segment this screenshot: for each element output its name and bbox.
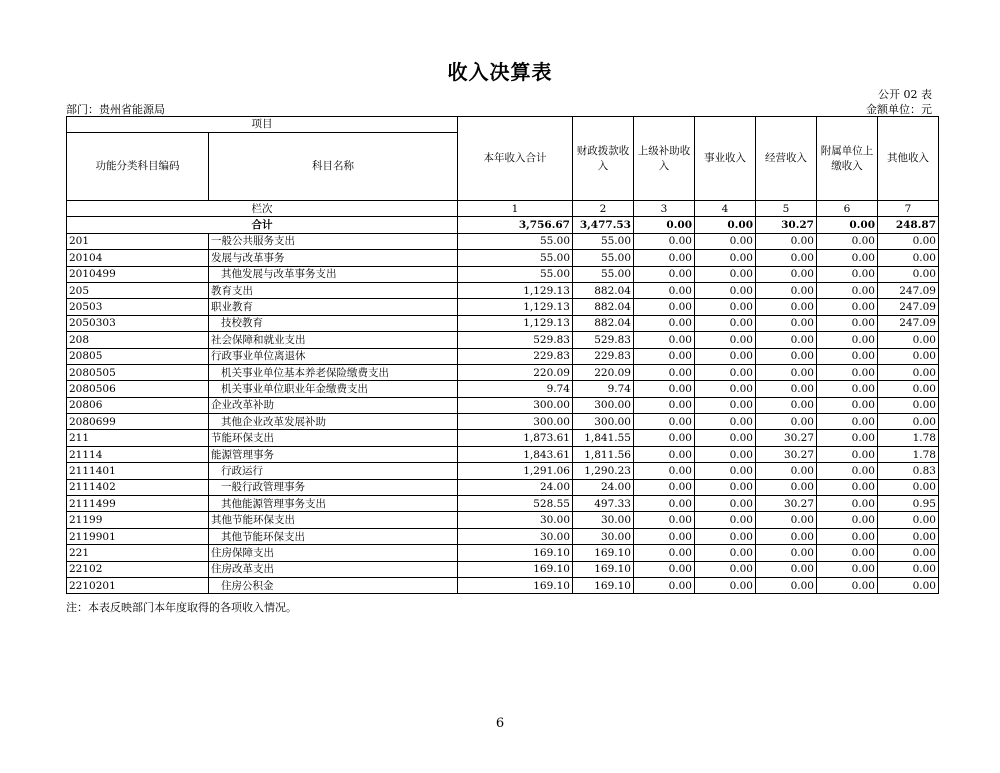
col-number: 3 [634, 201, 695, 217]
row-value: 0.00 [817, 528, 878, 544]
col-number: 6 [817, 201, 878, 217]
row-code: 2111499 [67, 496, 209, 512]
row-code: 2010499 [67, 266, 209, 282]
row-value: 169.10 [458, 561, 573, 577]
row-value: 0.00 [695, 479, 756, 495]
row-value: 30.00 [573, 528, 634, 544]
row-name: 能源管理事务 [209, 446, 458, 462]
row-value: 169.10 [573, 545, 634, 561]
row-name: 住房改革支出 [209, 561, 458, 577]
row-code: 22102 [67, 561, 209, 577]
row-value: 0.00 [817, 250, 878, 266]
row-value: 0.00 [695, 266, 756, 282]
row-value: 0.00 [756, 364, 817, 380]
row-value: 30.00 [573, 512, 634, 528]
row-value: 300.00 [458, 414, 573, 430]
row-value: 0.00 [695, 364, 756, 380]
header-col7: 其他收入 [878, 117, 939, 201]
row-value: 0.00 [634, 364, 695, 380]
row-value: 0.00 [817, 430, 878, 446]
row-value: 0.00 [756, 397, 817, 413]
row-value: 0.00 [878, 364, 939, 380]
row-value: 0.00 [634, 512, 695, 528]
row-value: 0.00 [756, 233, 817, 249]
row-value: 0.00 [756, 381, 817, 397]
row-value: 55.00 [573, 233, 634, 249]
row-name: 一般行政管理事务 [209, 479, 458, 495]
row-name: 行政事业单位离退休 [209, 348, 458, 364]
department-label: 部门：贵州省能源局 [66, 103, 165, 116]
row-value: 0.00 [634, 463, 695, 479]
row-code: 2111401 [67, 463, 209, 479]
row-value: 9.74 [573, 381, 634, 397]
row-code: 20104 [67, 250, 209, 266]
row-value: 0.00 [878, 397, 939, 413]
header-col6: 附属单位上缴收入 [817, 117, 878, 201]
row-value: 1,129.13 [458, 282, 573, 298]
row-code: 20806 [67, 397, 209, 413]
row-value: 55.00 [573, 250, 634, 266]
row-value: 0.00 [695, 233, 756, 249]
row-value: 30.27 [756, 430, 817, 446]
row-value: 0.00 [878, 528, 939, 544]
row-value: 0.00 [634, 414, 695, 430]
row-value: 0.00 [756, 282, 817, 298]
total-row [67, 217, 939, 233]
row-value: 0.00 [695, 381, 756, 397]
row-value: 220.09 [573, 364, 634, 380]
row-value: 0.00 [695, 315, 756, 331]
row-code: 2080506 [67, 381, 209, 397]
row-value: 1,843.61 [458, 446, 573, 462]
row-value: 529.83 [458, 332, 573, 348]
lanci-label: 栏次 [67, 201, 458, 217]
row-code: 2119901 [67, 528, 209, 544]
row-value: 0.00 [695, 446, 756, 462]
col-number: 1 [458, 201, 573, 217]
header-item: 项目 [67, 117, 458, 133]
row-value: 0.00 [817, 299, 878, 315]
row-code: 21114 [67, 446, 209, 462]
row-value: 528.55 [458, 496, 573, 512]
row-value: 247.09 [878, 315, 939, 331]
table-row [67, 299, 939, 315]
row-value: 0.00 [878, 332, 939, 348]
row-value: 0.00 [817, 512, 878, 528]
row-code: 211 [67, 430, 209, 446]
row-value: 0.00 [817, 233, 878, 249]
row-name: 教育支出 [209, 282, 458, 298]
row-value: 0.00 [878, 348, 939, 364]
row-value: 0.00 [878, 512, 939, 528]
row-name: 其他能源管理事务支出 [209, 496, 458, 512]
row-value: 30.27 [756, 496, 817, 512]
row-value: 0.00 [756, 332, 817, 348]
row-value: 0.00 [756, 299, 817, 315]
row-value: 300.00 [573, 397, 634, 413]
row-name: 其他发展与改革事务支出 [209, 266, 458, 282]
header-col5: 经营收入 [756, 117, 817, 201]
row-value: 0.00 [634, 561, 695, 577]
row-value: 0.00 [695, 397, 756, 413]
header-name: 科目名称 [209, 133, 458, 201]
row-value: 0.00 [817, 414, 878, 430]
header-col3: 上级补助收入 [634, 117, 695, 201]
row-code: 2050303 [67, 315, 209, 331]
row-value: 169.10 [573, 561, 634, 577]
row-value: 882.04 [573, 282, 634, 298]
row-value: 229.83 [573, 348, 634, 364]
row-value: 0.00 [817, 364, 878, 380]
row-code: 2210201 [67, 577, 209, 593]
row-value: 0.00 [817, 463, 878, 479]
row-value: 0.00 [817, 348, 878, 364]
row-value: 497.33 [573, 496, 634, 512]
page-number: 6 [495, 716, 505, 731]
row-code: 21199 [67, 512, 209, 528]
row-name: 节能环保支出 [209, 430, 458, 446]
row-name: 机关事业单位基本养老保险缴费支出 [209, 364, 458, 380]
row-name: 其他节能环保支出 [209, 528, 458, 544]
row-value: 0.00 [756, 463, 817, 479]
row-value: 0.00 [878, 414, 939, 430]
row-value: 1,129.13 [458, 315, 573, 331]
row-code: 20503 [67, 299, 209, 315]
row-name: 职业教育 [209, 299, 458, 315]
row-value: 0.00 [756, 545, 817, 561]
row-value: 0.00 [634, 446, 695, 462]
row-value: 0.00 [878, 266, 939, 282]
table-row [67, 381, 939, 397]
total-value: 248.87 [878, 217, 939, 233]
row-code: 205 [67, 282, 209, 298]
row-value: 0.00 [817, 561, 878, 577]
row-value: 0.00 [695, 430, 756, 446]
table-row [67, 250, 939, 266]
row-value: 0.00 [634, 381, 695, 397]
row-value: 30.00 [458, 528, 573, 544]
row-value: 220.09 [458, 364, 573, 380]
row-value: 0.00 [695, 299, 756, 315]
row-name: 其他企业改革发展补助 [209, 414, 458, 430]
table-row [67, 266, 939, 282]
row-name: 其他节能环保支出 [209, 512, 458, 528]
row-value: 0.00 [817, 397, 878, 413]
row-value: 55.00 [573, 266, 634, 282]
row-name: 发展与改革事务 [209, 250, 458, 266]
row-value: 0.00 [634, 397, 695, 413]
row-value: 882.04 [573, 299, 634, 315]
row-name: 企业改革补助 [209, 397, 458, 413]
row-value: 0.00 [817, 479, 878, 495]
row-name: 社会保障和就业支出 [209, 332, 458, 348]
row-value: 0.00 [695, 332, 756, 348]
total-label: 合计 [67, 217, 458, 233]
row-value: 0.00 [817, 446, 878, 462]
row-value: 0.00 [756, 512, 817, 528]
row-value: 9.74 [458, 381, 573, 397]
table-row [67, 446, 939, 462]
row-value: 0.00 [695, 577, 756, 593]
row-value: 1,811.56 [573, 446, 634, 462]
row-value: 247.09 [878, 282, 939, 298]
row-value: 0.00 [634, 250, 695, 266]
table-row [67, 479, 939, 495]
col-number: 5 [756, 201, 817, 217]
row-value: 0.00 [756, 577, 817, 593]
row-value: 0.00 [634, 577, 695, 593]
row-value: 0.00 [817, 381, 878, 397]
total-value: 0.00 [634, 217, 695, 233]
row-value: 1.78 [878, 446, 939, 462]
row-value: 1,129.13 [458, 299, 573, 315]
row-value: 247.09 [878, 299, 939, 315]
row-name: 住房保障支出 [209, 545, 458, 561]
row-value: 0.95 [878, 496, 939, 512]
row-value: 24.00 [573, 479, 634, 495]
row-value: 0.00 [878, 545, 939, 561]
footnote: 注：本表反映部门本年度取得的各项收入情况。 [66, 601, 297, 614]
row-value: 169.10 [458, 545, 573, 561]
row-value: 0.00 [695, 545, 756, 561]
row-value: 0.00 [878, 250, 939, 266]
row-value: 0.00 [634, 315, 695, 331]
row-value: 529.83 [573, 332, 634, 348]
header-code: 功能分类科目编码 [67, 133, 209, 201]
row-name: 技校教育 [209, 315, 458, 331]
row-value: 0.00 [878, 577, 939, 593]
row-value: 0.00 [756, 414, 817, 430]
row-value: 55.00 [458, 250, 573, 266]
row-code: 2111402 [67, 479, 209, 495]
row-value: 0.00 [695, 496, 756, 512]
form-number: 公开 02 表 [878, 88, 932, 101]
row-value: 300.00 [573, 414, 634, 430]
table-row [67, 430, 939, 446]
header-col2: 财政拨款收入 [573, 117, 634, 201]
row-value: 1,290.23 [573, 463, 634, 479]
col-number: 2 [573, 201, 634, 217]
row-name: 住房公积金 [209, 577, 458, 593]
row-value: 0.00 [756, 250, 817, 266]
total-value: 30.27 [756, 217, 817, 233]
row-value: 1,841.55 [573, 430, 634, 446]
row-name: 行政运行 [209, 463, 458, 479]
row-code: 208 [67, 332, 209, 348]
row-value: 0.00 [878, 381, 939, 397]
row-value: 55.00 [458, 233, 573, 249]
row-value: 24.00 [458, 479, 573, 495]
row-value: 0.00 [695, 512, 756, 528]
row-code: 201 [67, 233, 209, 249]
row-value: 0.00 [634, 479, 695, 495]
row-value: 0.00 [695, 348, 756, 364]
row-value: 1,291.06 [458, 463, 573, 479]
row-value: 0.00 [634, 528, 695, 544]
table-row [67, 496, 939, 512]
row-code: 20805 [67, 348, 209, 364]
row-code: 221 [67, 545, 209, 561]
row-value: 0.00 [634, 332, 695, 348]
table-row [67, 332, 939, 348]
table-row [67, 577, 939, 593]
row-value: 0.00 [756, 266, 817, 282]
row-value: 0.00 [634, 233, 695, 249]
row-value: 0.00 [695, 463, 756, 479]
row-value: 0.00 [695, 282, 756, 298]
row-value: 55.00 [458, 266, 573, 282]
row-code: 2080699 [67, 414, 209, 430]
table-row [67, 233, 939, 249]
row-value: 0.00 [817, 545, 878, 561]
col-number: 7 [878, 201, 939, 217]
row-value: 229.83 [458, 348, 573, 364]
total-value: 0.00 [695, 217, 756, 233]
row-value: 0.00 [817, 577, 878, 593]
row-value: 0.00 [817, 332, 878, 348]
row-name: 机关事业单位职业年金缴费支出 [209, 381, 458, 397]
table-row [67, 282, 939, 298]
header-col1: 本年收入合计 [458, 117, 573, 201]
row-value: 882.04 [573, 315, 634, 331]
row-value: 0.00 [634, 496, 695, 512]
table-row [67, 512, 939, 528]
row-value: 0.00 [634, 282, 695, 298]
row-value: 0.00 [634, 266, 695, 282]
row-value: 0.00 [695, 528, 756, 544]
row-value: 0.00 [634, 299, 695, 315]
row-value: 169.10 [458, 577, 573, 593]
row-value: 0.00 [878, 233, 939, 249]
table-row [67, 414, 939, 430]
page-title: 收入决算表 [447, 60, 553, 84]
table-row [67, 364, 939, 380]
table-row [67, 315, 939, 331]
row-value: 0.00 [634, 430, 695, 446]
row-value: 0.00 [634, 348, 695, 364]
row-value: 30.00 [458, 512, 573, 528]
row-value: 300.00 [458, 397, 573, 413]
row-value: 0.00 [817, 315, 878, 331]
row-value: 0.00 [756, 348, 817, 364]
row-value: 0.00 [756, 561, 817, 577]
row-value: 1,873.61 [458, 430, 573, 446]
unit-label: 金额单位：元 [866, 103, 932, 116]
row-value: 0.83 [878, 463, 939, 479]
row-value: 0.00 [756, 479, 817, 495]
row-value: 0.00 [878, 479, 939, 495]
row-name: 一般公共服务支出 [209, 233, 458, 249]
row-value: 0.00 [695, 414, 756, 430]
row-value: 1.78 [878, 430, 939, 446]
total-value: 0.00 [817, 217, 878, 233]
col-number: 4 [695, 201, 756, 217]
header-col4: 事业收入 [695, 117, 756, 201]
income-table [66, 116, 939, 594]
row-value: 0.00 [817, 266, 878, 282]
row-value: 169.10 [573, 577, 634, 593]
row-code: 2080505 [67, 364, 209, 380]
row-value: 0.00 [756, 528, 817, 544]
row-value: 0.00 [695, 561, 756, 577]
table-row [67, 348, 939, 364]
row-value: 0.00 [817, 282, 878, 298]
row-value: 0.00 [695, 250, 756, 266]
table-row [67, 561, 939, 577]
row-value: 30.27 [756, 446, 817, 462]
row-value: 0.00 [878, 561, 939, 577]
row-value: 0.00 [634, 545, 695, 561]
row-value: 0.00 [756, 315, 817, 331]
table-row [67, 528, 939, 544]
table-row [67, 397, 939, 413]
row-value: 0.00 [817, 496, 878, 512]
total-value: 3,756.67 [458, 217, 573, 233]
total-value: 3,477.53 [573, 217, 634, 233]
table-row [67, 545, 939, 561]
table-row [67, 463, 939, 479]
